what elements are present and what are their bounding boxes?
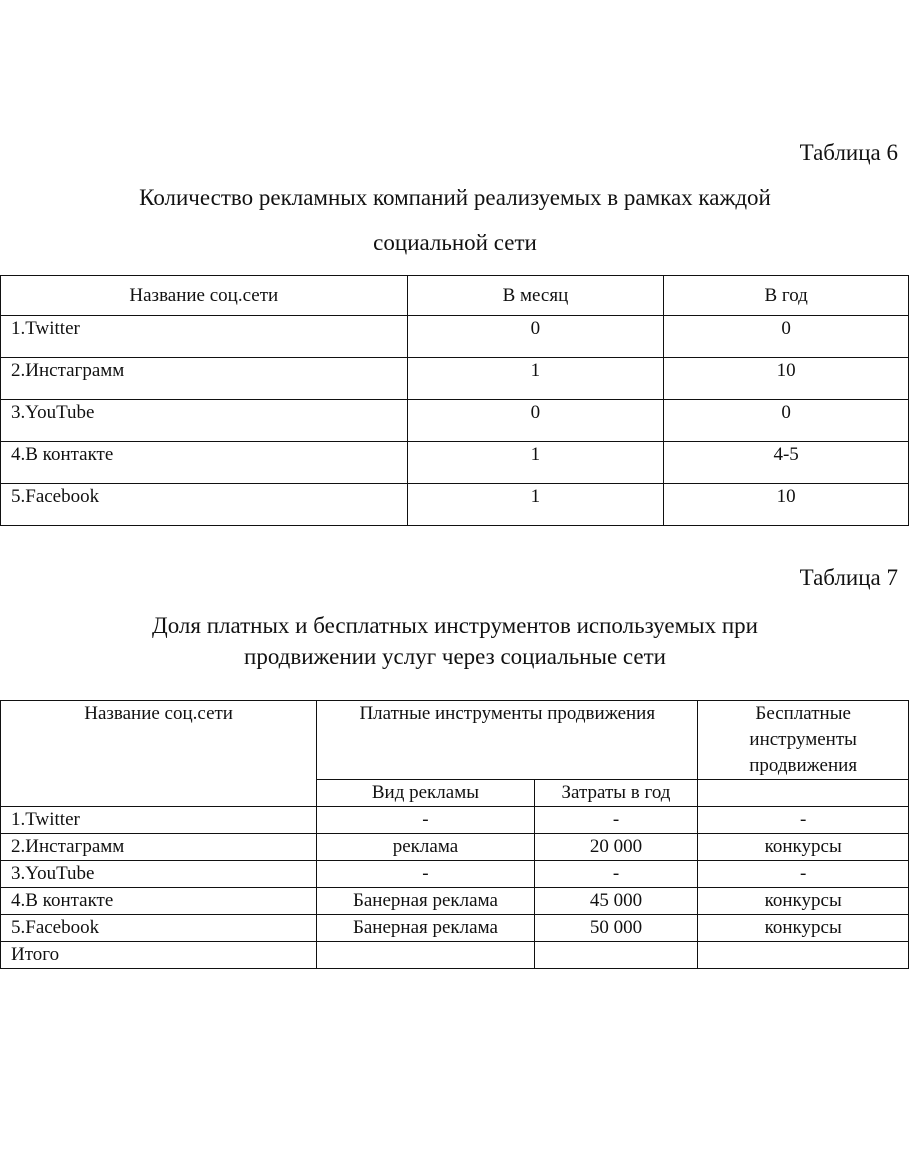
table7-cell-type: Банерная реклама (317, 915, 534, 942)
table7-cell-cost (534, 942, 698, 969)
table7-cell-network: 1.Twitter (1, 807, 317, 834)
table6 (0, 275, 909, 526)
table6-cell-year: 4-5 (664, 442, 909, 484)
table7-cell-network: 4.В контакте (1, 888, 317, 915)
table6-title-line1: Количество рекламных компаний реализуемых в рамках каждой (139, 185, 771, 210)
table7-caption: Таблица 7 (799, 565, 898, 590)
table7-header-name: Название соц.сети (1, 701, 317, 807)
table6-cell-network: 3.YouTube (1, 400, 408, 442)
table7-cell-free: конкурсы (698, 888, 909, 915)
table7-header-free (698, 701, 909, 780)
table-row (1, 834, 909, 861)
table6-header-name: Название соц.сети (1, 276, 408, 316)
table-row (1, 915, 909, 942)
table7-header-row (1, 701, 909, 780)
table7-cell-network: 5.Facebook (1, 915, 317, 942)
table6-cell-month: 1 (407, 484, 664, 526)
table6-cell-network: 1.Twitter (1, 316, 408, 358)
table7-subheader-empty (698, 780, 909, 807)
table6-cell-year: 0 (664, 400, 909, 442)
table7-cell-type (317, 942, 534, 969)
table7-cell-type: реклама (317, 834, 534, 861)
table7-subheader-cost: Затраты в год (534, 780, 698, 807)
table7-cell-free: конкурсы (698, 915, 909, 942)
table7-cell-free: конкурсы (698, 834, 909, 861)
table7-title-line2: продвижении услуг через социальные сети (244, 644, 666, 669)
table-row (1, 807, 909, 834)
table6-cell-year: 10 (664, 484, 909, 526)
table7-cell-cost: - (534, 861, 698, 888)
table7-cell-free: - (698, 807, 909, 834)
table6-cell-month: 1 (407, 358, 664, 400)
table7-title-line1: Доля платных и бесплатных инструментов используемых при (152, 613, 758, 638)
table7 (0, 700, 909, 969)
table6-cell-year: 10 (664, 358, 909, 400)
table-row (1, 316, 909, 358)
table-row (1, 861, 909, 888)
table6-cell-month: 1 (407, 442, 664, 484)
table7-cell-network: 3.YouTube (1, 861, 317, 888)
table6-header-month: В месяц (407, 276, 664, 316)
table-row (1, 942, 909, 969)
table7-header-free-line2: инструменты (749, 729, 857, 750)
table6-cell-network: 4.В контакте (1, 442, 408, 484)
table7-cell-type: - (317, 861, 534, 888)
table7-cell-network: Итого (1, 942, 317, 969)
table6-cell-network: 5.Facebook (1, 484, 408, 526)
table6-cell-month: 0 (407, 400, 664, 442)
table6-cell-year: 0 (664, 316, 909, 358)
table7-cell-type: Банерная реклама (317, 888, 534, 915)
table7-subheader-type: Вид рекламы (317, 780, 534, 807)
table6-cell-month: 0 (407, 316, 664, 358)
table6-title-line2: социальной сети (373, 230, 537, 255)
table7-cell-cost: - (534, 807, 698, 834)
table6-header-year: В год (664, 276, 909, 316)
table7-header-free-line1: Бесплатные (755, 703, 851, 724)
table7-cell-type: - (317, 807, 534, 834)
table7-header-paid: Платные инструменты продвижения (317, 701, 698, 780)
table7-cell-cost: 50 000 (534, 915, 698, 942)
table-row (1, 400, 909, 442)
table7-header-free-line3: продвижения (749, 755, 858, 776)
table7-cell-cost: 20 000 (534, 834, 698, 861)
table6-caption: Таблица 6 (799, 140, 898, 165)
table7-cell-free: - (698, 861, 909, 888)
table-row (1, 442, 909, 484)
table-row (1, 358, 909, 400)
table6-cell-network: 2.Инстаграмм (1, 358, 408, 400)
table7-cell-free (698, 942, 909, 969)
table6-header-row (1, 276, 909, 316)
table7-cell-cost: 45 000 (534, 888, 698, 915)
table7-cell-network: 2.Инстаграмм (1, 834, 317, 861)
table-row (1, 888, 909, 915)
table-row (1, 484, 909, 526)
